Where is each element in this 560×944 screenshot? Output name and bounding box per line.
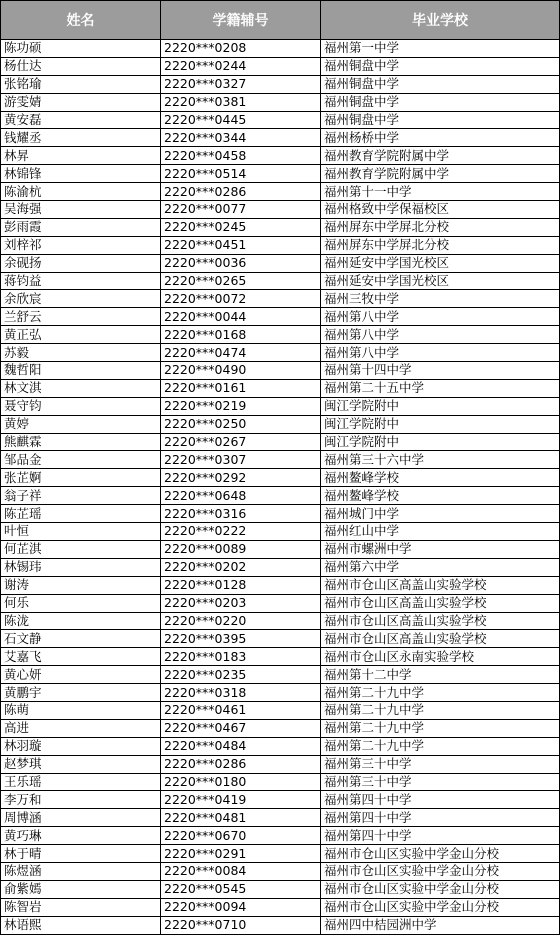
table-row	[1, 701, 560, 719]
table-row	[1, 773, 560, 791]
cell-name: 王乐瑶	[1, 773, 161, 791]
cell-name: 杨仕达	[1, 57, 161, 75]
table-row	[1, 236, 560, 254]
cell-school: 福州鳌峰学校	[321, 487, 560, 505]
table-row	[1, 254, 560, 272]
cell-name: 张铭瑜	[1, 75, 161, 93]
table-row	[1, 397, 560, 415]
table-row	[1, 272, 560, 290]
table-row	[1, 165, 560, 183]
cell-name: 魏哲阳	[1, 362, 161, 380]
cell-student-id: 2220***0208	[161, 40, 321, 58]
table-row	[1, 630, 560, 648]
cell-student-id: 2220***0474	[161, 344, 321, 362]
cell-student-id: 2220***0235	[161, 666, 321, 684]
cell-student-id: 2220***0202	[161, 558, 321, 576]
cell-school: 闽江学院附中	[321, 415, 560, 433]
header-school: 毕业学校	[321, 1, 560, 40]
cell-name: 陈渝杭	[1, 183, 161, 201]
cell-student-id: 2220***0077	[161, 201, 321, 219]
cell-school: 福州第三十六中学	[321, 451, 560, 469]
table-row	[1, 218, 560, 236]
cell-student-id: 2220***0481	[161, 809, 321, 827]
cell-name: 高进	[1, 719, 161, 737]
table-row	[1, 755, 560, 773]
cell-student-id: 2220***0381	[161, 93, 321, 111]
header-student-id: 学籍辅号	[161, 1, 321, 40]
cell-school: 福州市仓山区实验中学金山分校	[321, 845, 560, 863]
cell-student-id: 2220***0286	[161, 183, 321, 201]
table-row	[1, 558, 560, 576]
cell-student-id: 2220***0344	[161, 129, 321, 147]
cell-school: 福州第二十五中学	[321, 379, 560, 397]
table-row	[1, 487, 560, 505]
cell-name: 余砚扬	[1, 254, 161, 272]
cell-school: 福州第八中学	[321, 344, 560, 362]
cell-name: 石文静	[1, 630, 161, 648]
table-row	[1, 93, 560, 111]
table-row	[1, 684, 560, 702]
table-row	[1, 809, 560, 827]
table-row	[1, 379, 560, 397]
cell-school: 福州铜盘中学	[321, 57, 560, 75]
table-row	[1, 344, 560, 362]
cell-student-id: 2220***0292	[161, 469, 321, 487]
table-row	[1, 308, 560, 326]
cell-school: 福州铜盘中学	[321, 75, 560, 93]
cell-student-id: 2220***0072	[161, 290, 321, 308]
cell-school: 福州杨桥中学	[321, 129, 560, 147]
cell-school: 福州市仓山区高盖山实验学校	[321, 594, 560, 612]
cell-student-id: 2220***0291	[161, 845, 321, 863]
cell-school: 福州市仓山区永南实验学校	[321, 648, 560, 666]
cell-student-id: 2220***0445	[161, 111, 321, 129]
cell-student-id: 2220***0180	[161, 773, 321, 791]
cell-school: 福州铜盘中学	[321, 93, 560, 111]
cell-name: 游雯婧	[1, 93, 161, 111]
table-row	[1, 57, 560, 75]
cell-name: 黄巧琳	[1, 827, 161, 845]
cell-school: 福州铜盘中学	[321, 111, 560, 129]
cell-name: 俞紫嫣	[1, 880, 161, 898]
cell-school: 福州第二十九中学	[321, 701, 560, 719]
cell-school: 福州市仓山区实验中学金山分校	[321, 880, 560, 898]
cell-school: 闽江学院附中	[321, 433, 560, 451]
table-row	[1, 719, 560, 737]
cell-name: 林昇	[1, 147, 161, 165]
table-row	[1, 737, 560, 755]
cell-school: 福州市仓山区高盖山实验学校	[321, 612, 560, 630]
cell-school: 福州市仓山区实验中学金山分校	[321, 862, 560, 880]
cell-name: 何乐	[1, 594, 161, 612]
cell-school: 福州四中桔园洲中学	[321, 916, 560, 934]
cell-school: 福州三牧中学	[321, 290, 560, 308]
table-row	[1, 505, 560, 523]
table-row	[1, 290, 560, 308]
table-header	[1, 1, 560, 40]
table-row	[1, 415, 560, 433]
cell-student-id: 2220***0710	[161, 916, 321, 934]
cell-name: 林文淇	[1, 379, 161, 397]
cell-school: 福州第十二中学	[321, 666, 560, 684]
cell-school: 福州第二十九中学	[321, 737, 560, 755]
table-row	[1, 469, 560, 487]
cell-student-id: 2220***0545	[161, 880, 321, 898]
cell-school: 福州市仓山区高盖山实验学校	[321, 576, 560, 594]
cell-name: 兰舒云	[1, 308, 161, 326]
cell-student-id: 2220***0245	[161, 218, 321, 236]
cell-school: 福州市螺洲中学	[321, 540, 560, 558]
cell-name: 林羽璇	[1, 737, 161, 755]
cell-name: 黄心妍	[1, 666, 161, 684]
cell-name: 林锦锋	[1, 165, 161, 183]
cell-name: 陈煜涵	[1, 862, 161, 880]
cell-student-id: 2220***0286	[161, 755, 321, 773]
cell-school: 福州教育学院附属中学	[321, 147, 560, 165]
table-row	[1, 862, 560, 880]
cell-student-id: 2220***0128	[161, 576, 321, 594]
cell-school: 福州格致中学保福校区	[321, 201, 560, 219]
cell-name: 余欣宸	[1, 290, 161, 308]
table-row	[1, 451, 560, 469]
cell-name: 陈智岩	[1, 898, 161, 916]
cell-name: 黄鹏宇	[1, 684, 161, 702]
cell-school: 福州第一中学	[321, 40, 560, 58]
table-row	[1, 827, 560, 845]
cell-name: 苏毅	[1, 344, 161, 362]
cell-student-id: 2220***0183	[161, 648, 321, 666]
table-row	[1, 576, 560, 594]
cell-school: 福州市仓山区高盖山实验学校	[321, 630, 560, 648]
cell-school: 福州城门中学	[321, 505, 560, 523]
cell-name: 钱耀丞	[1, 129, 161, 147]
cell-student-id: 2220***0203	[161, 594, 321, 612]
cell-school: 福州第八中学	[321, 308, 560, 326]
cell-school: 福州第四十中学	[321, 827, 560, 845]
cell-school: 福州第四十中学	[321, 791, 560, 809]
cell-name: 张芷婀	[1, 469, 161, 487]
table-row	[1, 362, 560, 380]
table-row	[1, 612, 560, 630]
cell-name: 陈泷	[1, 612, 161, 630]
cell-school: 福州红山中学	[321, 523, 560, 541]
cell-student-id: 2220***0089	[161, 540, 321, 558]
table-row	[1, 326, 560, 344]
table-row	[1, 916, 560, 934]
cell-student-id: 2220***0490	[161, 362, 321, 380]
cell-name: 彭雨霞	[1, 218, 161, 236]
cell-name: 熊麒霖	[1, 433, 161, 451]
cell-student-id: 2220***0222	[161, 523, 321, 541]
cell-name: 邹品金	[1, 451, 161, 469]
table-row	[1, 201, 560, 219]
cell-school: 福州第十四中学	[321, 362, 560, 380]
cell-student-id: 2220***0419	[161, 791, 321, 809]
cell-student-id: 2220***0220	[161, 612, 321, 630]
cell-name: 林于晴	[1, 845, 161, 863]
cell-school: 福州第四十中学	[321, 809, 560, 827]
cell-name: 刘梓祁	[1, 236, 161, 254]
table-row	[1, 433, 560, 451]
cell-school: 福州教育学院附属中学	[321, 165, 560, 183]
cell-student-id: 2220***0316	[161, 505, 321, 523]
cell-student-id: 2220***0318	[161, 684, 321, 702]
cell-name: 林语熙	[1, 916, 161, 934]
cell-student-id: 2220***0307	[161, 451, 321, 469]
cell-student-id: 2220***0648	[161, 487, 321, 505]
header-name: 姓名	[1, 1, 161, 40]
cell-school: 福州第十一中学	[321, 183, 560, 201]
cell-name: 蒋钧益	[1, 272, 161, 290]
cell-name: 赵梦琪	[1, 755, 161, 773]
table-row	[1, 898, 560, 916]
cell-school: 福州第八中学	[321, 326, 560, 344]
cell-student-id: 2220***0084	[161, 862, 321, 880]
cell-name: 周博涵	[1, 809, 161, 827]
cell-student-id: 2220***0327	[161, 75, 321, 93]
cell-name: 翁子祥	[1, 487, 161, 505]
cell-student-id: 2220***0244	[161, 57, 321, 75]
table-row	[1, 540, 560, 558]
cell-student-id: 2220***0250	[161, 415, 321, 433]
table-row	[1, 40, 560, 58]
cell-school: 福州第六中学	[321, 558, 560, 576]
table-row	[1, 75, 560, 93]
cell-name: 李万和	[1, 791, 161, 809]
cell-name: 艾嘉飞	[1, 648, 161, 666]
cell-student-id: 2220***0044	[161, 308, 321, 326]
cell-school: 福州第三十中学	[321, 773, 560, 791]
cell-name: 何芷淇	[1, 540, 161, 558]
table-row	[1, 129, 560, 147]
cell-school: 福州第二十九中学	[321, 684, 560, 702]
table-row	[1, 791, 560, 809]
table-row	[1, 648, 560, 666]
cell-school: 福州第三十中学	[321, 755, 560, 773]
table-row	[1, 111, 560, 129]
cell-name: 聂守钧	[1, 397, 161, 415]
cell-name: 陈萌	[1, 701, 161, 719]
table-row	[1, 594, 560, 612]
table-row	[1, 523, 560, 541]
table-row	[1, 845, 560, 863]
cell-school: 福州屏东中学屏北分校	[321, 236, 560, 254]
cell-student-id: 2220***0168	[161, 326, 321, 344]
cell-student-id: 2220***0267	[161, 433, 321, 451]
table-row	[1, 880, 560, 898]
cell-student-id: 2220***0670	[161, 827, 321, 845]
cell-student-id: 2220***0219	[161, 397, 321, 415]
table-row	[1, 147, 560, 165]
cell-name: 陈功硕	[1, 40, 161, 58]
cell-student-id: 2220***0451	[161, 236, 321, 254]
cell-school: 福州延安中学国光校区	[321, 254, 560, 272]
cell-name: 吴海强	[1, 201, 161, 219]
cell-student-id: 2220***0458	[161, 147, 321, 165]
table-body	[1, 40, 560, 935]
cell-student-id: 2220***0161	[161, 379, 321, 397]
cell-name: 黄正弘	[1, 326, 161, 344]
cell-student-id: 2220***0514	[161, 165, 321, 183]
cell-name: 黄安磊	[1, 111, 161, 129]
cell-school: 福州延安中学国光校区	[321, 272, 560, 290]
cell-name: 黄婷	[1, 415, 161, 433]
table-row	[1, 666, 560, 684]
cell-school: 福州鳌峰学校	[321, 469, 560, 487]
cell-name: 林锡玮	[1, 558, 161, 576]
cell-name: 谢涛	[1, 576, 161, 594]
cell-student-id: 2220***0484	[161, 737, 321, 755]
cell-student-id: 2220***0036	[161, 254, 321, 272]
cell-student-id: 2220***0461	[161, 701, 321, 719]
header-row	[1, 1, 560, 40]
cell-name: 陈芷瑶	[1, 505, 161, 523]
cell-school: 福州市仓山区实验中学金山分校	[321, 898, 560, 916]
cell-student-id: 2220***0094	[161, 898, 321, 916]
cell-school: 福州第二十九中学	[321, 719, 560, 737]
cell-student-id: 2220***0395	[161, 630, 321, 648]
cell-school: 福州屏东中学屏北分校	[321, 218, 560, 236]
cell-name: 叶恒	[1, 523, 161, 541]
cell-school: 闽江学院附中	[321, 397, 560, 415]
cell-student-id: 2220***0467	[161, 719, 321, 737]
table-row	[1, 183, 560, 201]
cell-student-id: 2220***0265	[161, 272, 321, 290]
